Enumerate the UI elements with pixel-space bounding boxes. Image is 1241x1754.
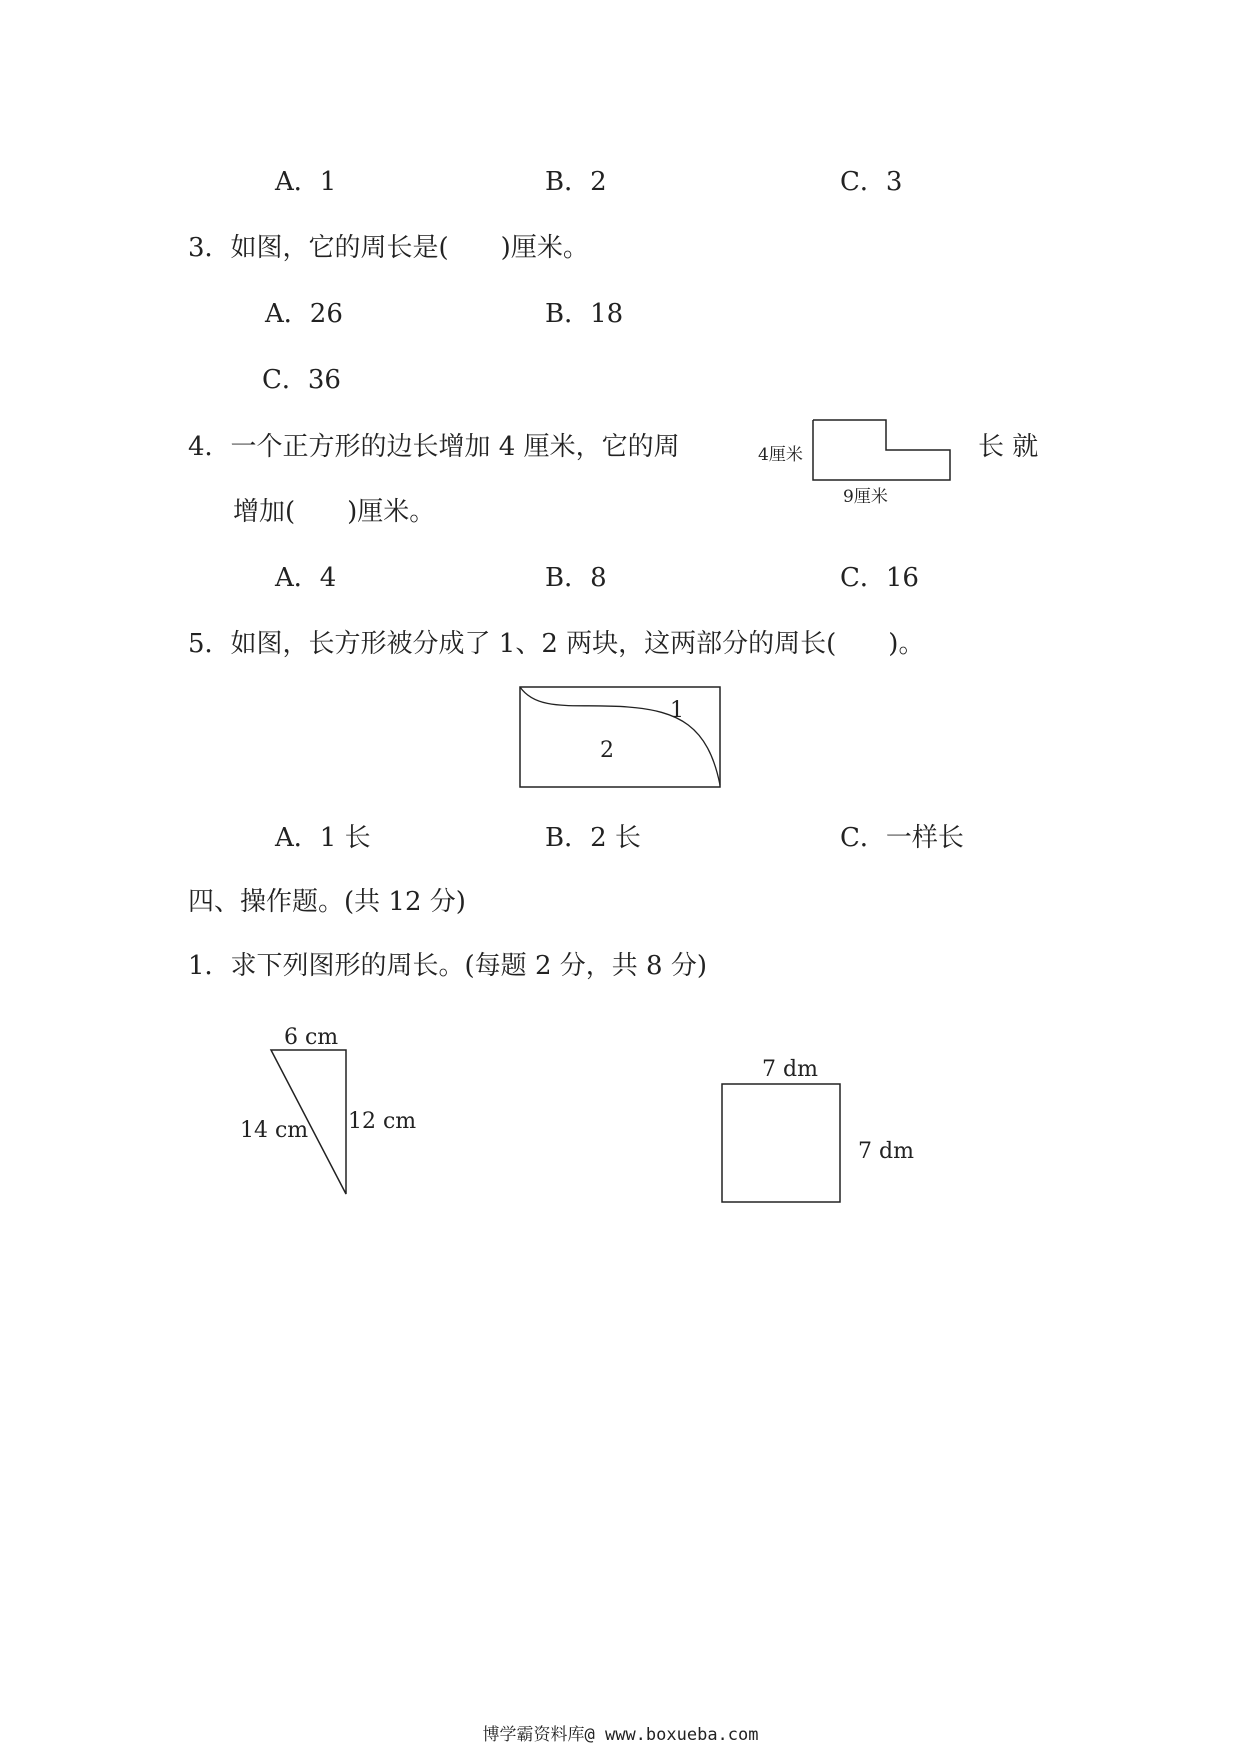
q2-option-b: B．2 [545,167,607,197]
triangle-figure [238,1020,438,1200]
square-outline [722,1084,840,1202]
dividing-curve [520,687,720,785]
q5-part1-label: 1 [670,698,684,723]
triangle-hyp-label: 14 cm [240,1118,309,1143]
q4-option-a: A．4 [275,563,337,593]
q3-l-shape-figure [758,412,958,512]
q2-option-c: C．3 [840,167,903,197]
triangle-right-label: 12 cm [348,1109,417,1134]
triangle-top-label: 6 cm [284,1025,339,1050]
q5-option-c: C．一样长 [840,823,964,853]
q4-option-c: C．16 [840,563,919,593]
q3-width-label: 9厘米 [843,487,888,507]
q2-option-a: A．1 [275,167,337,197]
q4-stem-tail: 长 就 [978,432,1039,462]
q3-option-c: C．36 [262,365,341,395]
q4-stem-line1: 4．一个正方形的边长增加 4 厘米，它的周 [188,432,680,462]
footer-watermark: 博学霸资料库@ www.boxueba.com [482,1725,759,1745]
square-figure [718,1052,918,1212]
q4-option-b: B．8 [545,563,607,593]
rectangle-outline [520,687,720,787]
section4-q1: 1．求下列图形的周长。(每题 2 分，共 8 分) [188,951,707,981]
section4-title: 四、操作题。(共 12 分) [188,887,466,917]
q3-height-label: 4厘米 [758,445,803,465]
q5-part2-label: 2 [600,738,614,763]
square-right-label: 7 dm [858,1139,914,1164]
q5-rectangle-figure [518,685,724,791]
square-top-label: 7 dm [762,1057,818,1082]
q4-stem-line2: 增加( )厘米。 [233,497,436,527]
l-shape-outline [813,420,950,480]
q3-stem: 3．如图，它的周长是( )厘米。 [188,233,589,263]
q5-stem: 5．如图，长方形被分成了 1、2 两块，这两部分的周长( )。 [188,629,925,659]
q5-option-b: B．2 长 [545,823,641,853]
q3-option-a: A．26 [265,299,343,329]
q5-option-a: A．1 长 [275,823,371,853]
q3-option-b: B．18 [545,299,624,329]
